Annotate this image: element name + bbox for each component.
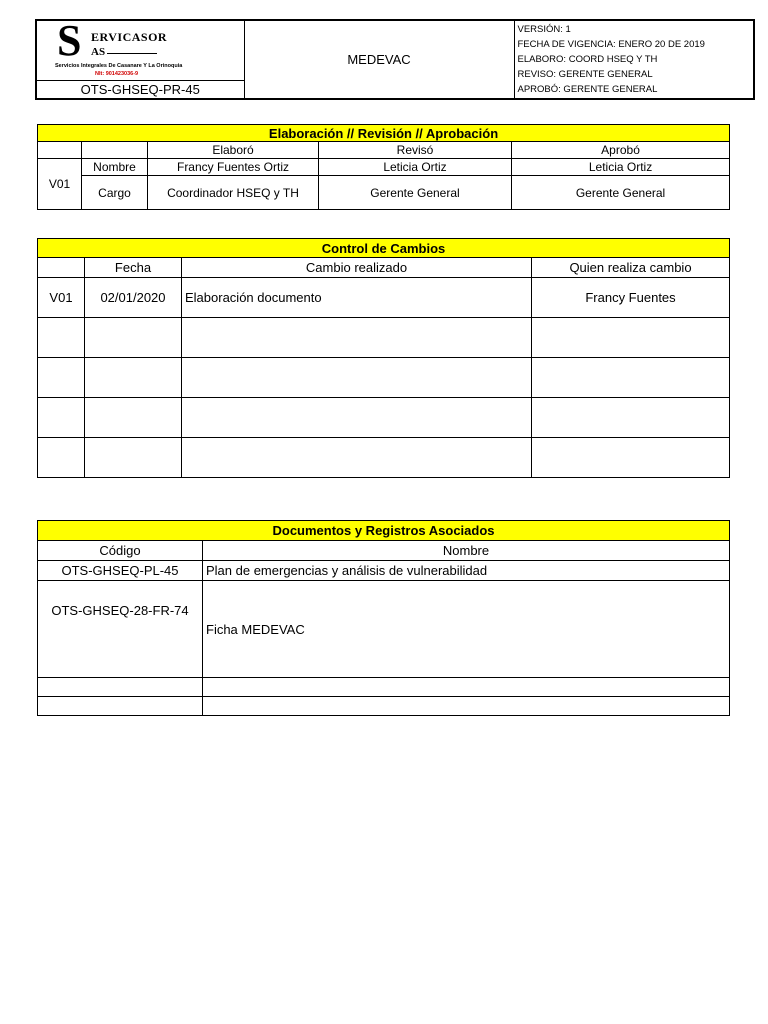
changes-title: Control de Cambios — [38, 239, 730, 258]
approvals-cell: Gerente General — [512, 176, 730, 210]
change-author — [532, 358, 730, 398]
approvals-cell: Gerente General — [319, 176, 512, 210]
document-name-cell — [203, 697, 730, 716]
change-version — [38, 318, 85, 358]
changes-header-author: Quien realiza cambio — [532, 258, 730, 278]
document-code-cell — [38, 678, 203, 697]
approvals-header-empty — [82, 142, 148, 159]
change-description — [182, 358, 532, 398]
document-code-cell: OTS-GHSEQ-PL-45 — [38, 561, 203, 581]
changes-header-version — [38, 258, 85, 278]
change-date — [85, 438, 182, 478]
change-description: Elaboración documento — [182, 278, 532, 318]
document-title: MEDEVAC — [244, 20, 514, 99]
change-description — [182, 438, 532, 478]
logo-as: AS — [91, 46, 106, 58]
approvals-header-reviewed: Revisó — [319, 142, 512, 159]
table-row — [38, 678, 730, 697]
change-author — [532, 398, 730, 438]
meta-reviewed: REVISO: GERENTE GENERAL — [517, 69, 653, 80]
changes-header-change: Cambio realizado — [182, 258, 532, 278]
logo-cell — [36, 20, 244, 80]
approvals-version: V01 — [38, 159, 82, 210]
approvals-title: Elaboración // Revisión // Aprobación — [38, 125, 730, 142]
changes-table — [37, 238, 730, 478]
logo-big-letter: S — [57, 20, 82, 65]
change-date: 02/01/2020 — [85, 278, 182, 318]
document-code: OTS-GHSEQ-PR-45 — [36, 80, 244, 99]
documents-header-name: Nombre — [203, 541, 730, 561]
document-code-cell: OTS-GHSEQ-28-FR-74 — [38, 581, 203, 678]
approvals-cell: Leticia Ortiz — [319, 159, 512, 176]
table-row — [38, 581, 730, 678]
documents-header-code: Código — [38, 541, 203, 561]
change-description — [182, 398, 532, 438]
change-date — [85, 318, 182, 358]
approvals-cell: Leticia Ortiz — [512, 159, 730, 176]
change-version — [38, 398, 85, 438]
table-row — [38, 697, 730, 716]
meta-version: VERSIÓN: 1 — [517, 24, 571, 35]
meta-approved: APROBÓ: GERENTE GENERAL — [517, 84, 658, 95]
table-row — [38, 358, 730, 398]
document-name-cell — [203, 678, 730, 697]
meta-prepared: ELABORO: COORD HSEQ Y TH — [517, 54, 658, 65]
document-code-cell — [38, 697, 203, 716]
logo-line — [107, 53, 157, 54]
change-version — [38, 438, 85, 478]
table-row — [38, 318, 730, 358]
approvals-row-label: Cargo — [82, 176, 148, 210]
change-date — [85, 398, 182, 438]
approvals-header-approved: Aprobó — [512, 142, 730, 159]
change-author: Francy Fuentes — [532, 278, 730, 318]
change-date — [85, 358, 182, 398]
logo-nit: NIt: 901423036-9 — [95, 71, 139, 77]
approvals-header-prepared: Elaboró — [148, 142, 319, 159]
logo-subtitle: Servicios Integrales De Casanare Y La Orinoquia — [55, 63, 183, 69]
document-header — [35, 19, 755, 100]
approvals-row-label: Nombre — [82, 159, 148, 176]
approvals-cell: Francy Fuentes Ortiz — [148, 159, 319, 176]
logo-word: ERVICASOR — [91, 30, 168, 44]
table-row — [38, 438, 730, 478]
document-meta — [514, 20, 754, 99]
company-logo — [55, 20, 231, 79]
table-row — [38, 398, 730, 438]
change-version — [38, 358, 85, 398]
documents-table — [37, 520, 730, 716]
documents-title: Documentos y Registros Asociados — [38, 521, 730, 541]
approvals-cell: Coordinador HSEQ y TH — [148, 176, 319, 210]
change-author — [532, 318, 730, 358]
changes-header-date: Fecha — [85, 258, 182, 278]
approvals-header-empty — [38, 142, 82, 159]
change-version: V01 — [38, 278, 85, 318]
meta-validity: FECHA DE VIGENCIA: ENERO 20 DE 2019 — [517, 39, 705, 50]
document-name-cell: Ficha MEDEVAC — [203, 581, 730, 678]
approvals-table — [37, 124, 730, 210]
change-description — [182, 318, 532, 358]
table-row — [38, 561, 730, 581]
document-name-cell: Plan de emergencias y análisis de vulnerabilidad — [203, 561, 730, 581]
change-author — [532, 438, 730, 478]
table-row — [38, 278, 730, 318]
